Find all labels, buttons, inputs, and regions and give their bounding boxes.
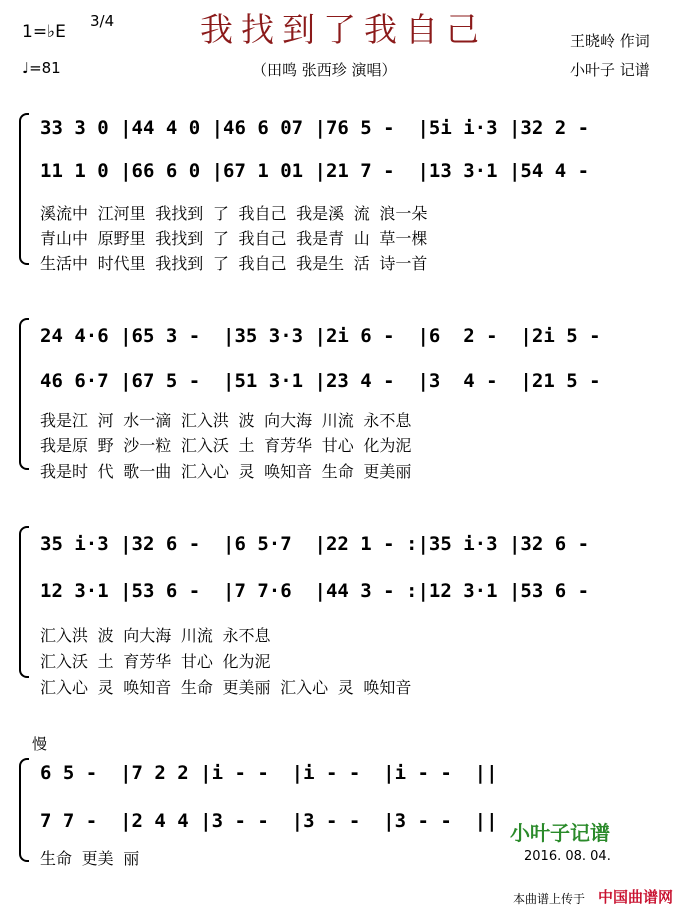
tempo-slow-marking: 慢 — [32, 735, 48, 753]
system-brace — [19, 526, 29, 678]
lyric-line: 我是原 野 沙一粒 汇入沃 土 育芳华 甘心 化为泥 — [40, 436, 412, 455]
lyric-line: 汇入沃 土 育芳华 甘心 化为泥 — [40, 652, 271, 671]
notes-upper-voice: 35 i·3 |32 6 - |6 5·7 |22 1 - :|35 i·3 |32 6 - — [40, 533, 590, 555]
lyric-line: 溪流中 江河里 我找到 了 我自己 我是溪 流 浪一朵 — [40, 204, 428, 223]
transcriber-brand: 小叶子记谱 — [510, 821, 610, 845]
song-subtitle: （田鸣 张西珍 演唱） — [252, 61, 397, 79]
notes-lower-voice: 46 6·7 |67 5 - |51 3·1 |23 4 - |3 4 - |21 5 - — [40, 370, 601, 392]
key-signature: 1=♭E — [22, 22, 66, 42]
transcription-date: 2016. 08. 04. — [524, 849, 611, 864]
notes-lower-voice: 12 3·1 |53 6 - |7 7·6 |44 3 - :|12 3·1 |53 6 - — [40, 580, 590, 602]
notes-lower-voice: 7 7 - |2 4 4 |3 - - |3 - - |3 - - || — [40, 810, 498, 832]
system-brace — [19, 113, 29, 265]
system-brace — [19, 758, 29, 862]
system-brace — [19, 318, 29, 470]
lyric-line: 生活中 时代里 我找到 了 我自己 我是生 活 诗一首 — [40, 254, 428, 273]
time-signature: 3/4 — [90, 12, 115, 30]
lyric-line: 汇入心 灵 唤知音 生命 更美丽 汇入心 灵 唤知音 — [40, 678, 412, 697]
lyric-line: 汇入洪 波 向大海 川流 永不息 — [40, 626, 271, 645]
upload-note: 本曲谱上传于 — [513, 892, 586, 906]
lyric-line: 我是江 河 水一滴 汇入洪 波 向大海 川流 永不息 — [40, 411, 412, 430]
notes-upper-voice: 24 4·6 |65 3 - |35 3·3 |2i 6 - |6 2 - |2i 5 - — [40, 325, 601, 347]
transcriber-credit: 小叶子 记谱 — [570, 61, 650, 79]
song-title: 我找到了我自己 — [200, 10, 487, 49]
lyric-line: 生命 更美 丽 — [40, 849, 140, 868]
lyricist-credit: 王晓岭 作词 — [570, 32, 650, 50]
notes-lower-voice: 11 1 0 |66 6 0 |67 1 01 |21 7 - |13 3·1 |54 4 - — [40, 160, 590, 182]
notes-upper-voice: 6 5 - |7 2 2 |i - - |i - - |i - - || — [40, 762, 498, 784]
notes-upper-voice: 33 3 0 |44 4 0 |46 6 07 |76 5 - |5i i·3 |32 2 - — [40, 117, 590, 139]
site-logo[interactable]: 中国曲谱网 — [598, 888, 674, 906]
tempo-marking: ♩=81 — [22, 59, 61, 77]
lyric-line: 青山中 原野里 我找到 了 我自己 我是青 山 草一棵 — [40, 229, 428, 248]
lyric-line: 我是时 代 歌一曲 汇入心 灵 唤知音 生命 更美丽 — [40, 462, 412, 481]
